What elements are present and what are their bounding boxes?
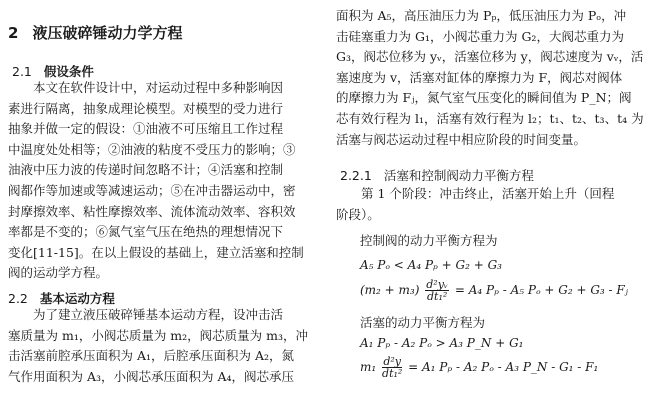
fraction-numerator: d²yᵥ (426, 278, 449, 291)
text-line: 击硅塞重力为 G₁，小阀芯重力为 G₂，大阀芯重力为 (336, 28, 624, 44)
subsection-number: 2.1 (12, 64, 32, 79)
text-line: 面积为 A₅，高压油压力为 Pₚ，低压油压力为 Pₒ，冲 (336, 8, 627, 23)
text-line: 阀的运动学方程。 (8, 265, 109, 281)
text-line: 本文在软件设计中，对运动过程中多种影响因 (33, 80, 284, 95)
subsubsection-number: 2.2.1 (340, 168, 372, 183)
text-line: 变化[11-15]。在以上假设的基础上，建立活塞和控制 (8, 244, 304, 260)
valve-inequality: A₅ Pₒ < A₄ Pₚ + G₂ + G₃ (360, 258, 502, 272)
equation-left-term: (m₂ + m₃) (360, 283, 420, 297)
fraction-denominator: dt₁² (382, 367, 403, 380)
valve-balance-equation (360, 279, 628, 302)
section-title: 液压破碎锤动力学方程 (32, 24, 183, 42)
equation-right-side: = A₄ Pₚ - A₅ Pₒ + G₂ + G₃ - Fⱼ (454, 283, 628, 297)
text-line: 击活塞前腔承压面积为 A₁，后腔承压面积为 A₂，氮 (8, 348, 295, 364)
text-line: 中温度处处相等；②油液的粘度不受压力的影响；③ (8, 141, 296, 157)
subsubsection-heading-2-2-1 (340, 166, 534, 184)
equation-right-side: = A₁ Pₚ - A₂ Pₒ - A₃ P_N - G₁ - F₁ (408, 360, 599, 374)
text-line: 塞速度为 v，活塞对缸体的摩擦力为 F，阀芯对阀体 (336, 69, 623, 85)
text-line: 为了建立液压破碎锤基本运动方程，设冲击活 (33, 307, 284, 322)
subsection-title: 假设条件 (43, 64, 94, 79)
piston-equation-label: 活塞的动力平衡方程为 (360, 315, 486, 330)
assumptions-paragraph (8, 78, 320, 284)
section-heading (8, 22, 182, 43)
valve-equation-label: 控制阀的动力平衡方程为 (360, 233, 498, 248)
text-line: 第 1 个阶段：冲击终止，活塞开始上升（回程 (361, 186, 615, 201)
text-line: G₃，阀芯位移为 yᵥ，活塞位移为 y，阀芯速度为 vᵥ，活 (336, 49, 644, 65)
text-line: 封摩擦效率、粘性摩擦效率、流体流动效率、容积效 (8, 203, 296, 219)
text-line: 芯有效行程为 l₁，活塞有效行程为 l₂；t₁、t₂、t₃、t₄ 为 (336, 110, 644, 126)
text-line: 气作用面积为 A₃，小阀芯承压面积为 A₄，阀芯承压 (8, 368, 295, 384)
text-line: 油液中压力波的传递时间忽略不计；④活塞和控制 (8, 162, 284, 178)
second-derivative-fraction (382, 356, 402, 379)
text-line: 塞质量为 m₁，小阀芯质量为 m₂，阀芯质量为 m₃，冲 (8, 327, 309, 343)
stage-paragraph (336, 184, 646, 225)
variables-paragraph (336, 6, 646, 150)
text-line: 阀都作等加速或等减速运动；⑤在冲击器运动中，密 (8, 182, 296, 198)
text-line: 素进行隔离，抽象成理论模型。对模型的受力进行 (8, 100, 284, 116)
text-line: 阶段）。 (336, 206, 380, 222)
motion-equation-paragraph (8, 305, 320, 387)
text-line: 的摩擦力为 Fⱼ，氮气室气压变化的瞬间值为 P_N；阀 (336, 90, 632, 106)
subsection-number: 2.2 (8, 291, 28, 306)
second-derivative-fraction (425, 279, 449, 302)
fraction-numerator: d²y (383, 355, 401, 368)
subsubsection-title: 活塞和控制阀动力平衡方程 (383, 168, 534, 183)
text-line: 率都是不变的；⑥氮气室气压在绝热的理想情况下 (8, 224, 284, 240)
fraction-denominator: dt₁² (427, 290, 448, 303)
text-line: 抽象并做一定的假设：①油液不可压缩且工作过程 (8, 121, 284, 137)
section-number: 2 (8, 24, 19, 42)
piston-inequality: A₁ Pₚ - A₂ Pₒ > A₃ P_N + G₁ (360, 336, 524, 350)
subsection-title: 基本运动方程 (39, 291, 115, 306)
equation-left-term: m₁ (360, 360, 377, 374)
piston-balance-equation (360, 356, 598, 379)
text-line: 活塞与阀芯运动过程中相应阶段的时间变量。 (336, 131, 587, 147)
